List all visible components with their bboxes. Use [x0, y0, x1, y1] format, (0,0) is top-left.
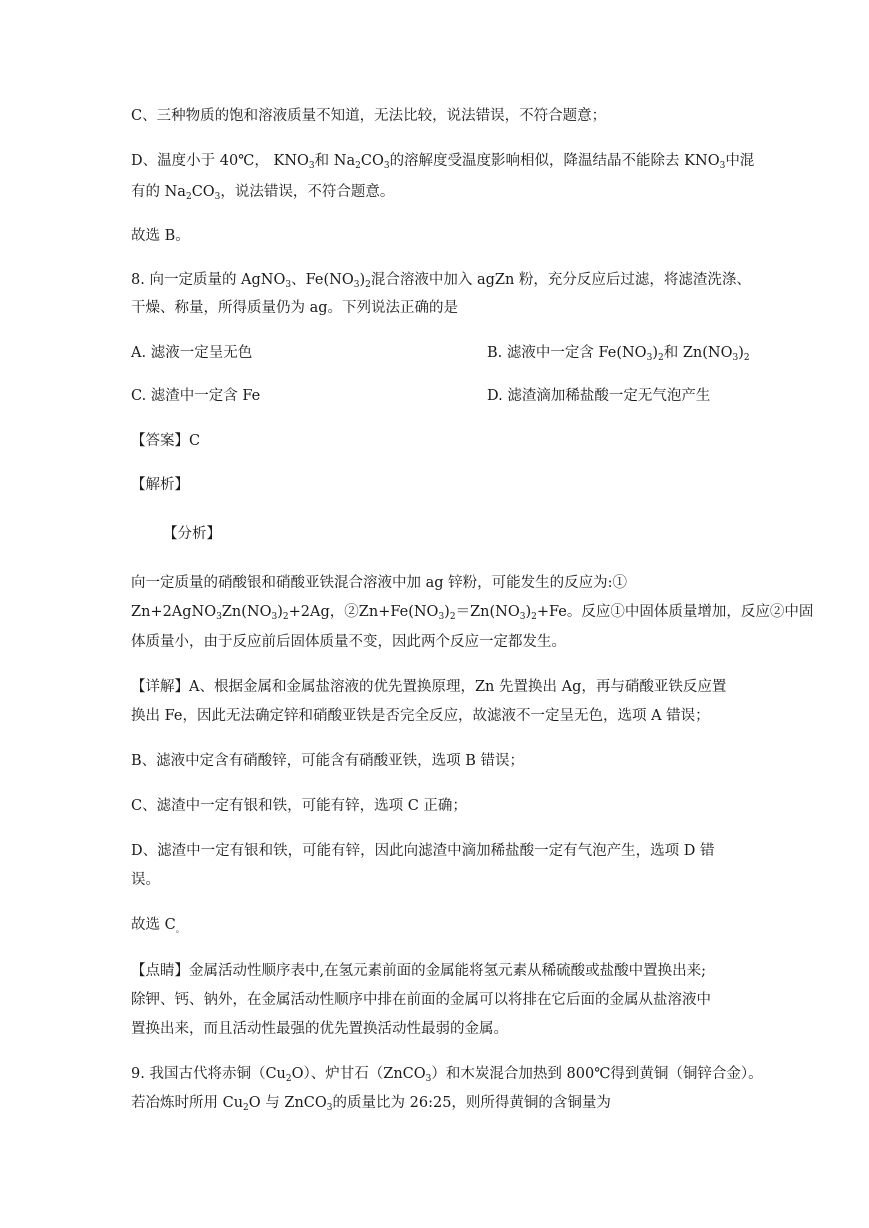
question-9-line2: 若冶炼时所用 $Cu_2O$ 与 ZnCO$_3$的质量比为 26:25，则所得黄铜的含铜量为 — [131, 1095, 611, 1113]
detail-d-line1: D、滤渣中一定有银和铁，可能有锌，因此向滤渣中滴加稀盐酸一定有气泡产生，选项 D 错 — [131, 843, 715, 859]
option-b: B. 滤液中一定含 $Fe(NO_3)_2$和 $Zn(NO_3)_2$ — [487, 345, 750, 363]
option-a: A. 滤液一定呈无色 — [131, 345, 253, 361]
option-d: D. 滤渣滴加稀盐酸一定无气泡产生 — [487, 388, 711, 404]
question-8-line1: 8. 向一定质量的 AgNO$_3$、$Fe(NO_3)_2$混合溶液中加入 agZn 粉，充分反应后过滤，将滤渣洗涤、 — [131, 272, 751, 290]
choose-b: 故选 B。 — [131, 228, 190, 244]
detail-line1: 【详解】A、根据金属和金属盐溶液的优先置换原理，Zn 先置换出 Ag，再与硝酸亚铁反应置 — [131, 679, 727, 695]
analysis-para-line1: 向一定质量的硝酸银和硝酸亚铁混合溶液中加 ag 锌粉，可能发生的反应为:① — [131, 575, 628, 591]
dianjing-line3: 置换出来，而且活动性最强的优先置换活动性最弱的金属。 — [131, 1021, 508, 1037]
detail-b: B、滤液中定含有硝酸锌，可能含有硝酸亚铁，选项 B 错误； — [131, 753, 525, 769]
option-d-explanation-line2: 有的 $Na_2CO_3$，说法错误，不符合题意。 — [131, 184, 395, 202]
answer-label: 【答案】C — [131, 433, 201, 449]
dianjing-line1: 【点睛】金属活动性顺序表中,在氢元素前面的金属能将氢元素从稀硫酸或盐酸中置换出来; — [131, 963, 706, 979]
option-c: C. 滤渣中一定含 Fe — [131, 388, 261, 404]
option-d-explanation-line1: D、温度小于 40℃， $KNO_3$和 $Na_2CO_3$的溶解度受温度影响相似，降温结晶不能除去 $KNO_3$中混 — [131, 153, 755, 171]
detail-c: C、滤渣中一定有银和铁，可能有锌，选项 C 正确； — [131, 798, 467, 814]
detail-line2: 换出 Fe，因此无法确定锌和硝酸亚铁是否完全反应，故滤液不一定呈无色，选项 A 错误； — [131, 708, 710, 724]
analysis-label: 【解析】 — [131, 477, 189, 493]
question-9-line1: 9. 我国古代将赤铜$(Cu_2O)$、炉甘石（ZnCO$_3$）和木炭混合加热到 800℃得到黄铜（铜锌合金）。 — [131, 1066, 763, 1084]
choose-c: 故选 $C_。$ — [131, 917, 185, 935]
option-c-explanation: C、三种物质的饱和溶液质量不知道，无法比较，说法错误，不符合题意； — [131, 108, 607, 124]
dianjing-line2: 除钾、钙、钠外，在金属活动性顺序中排在前面的金属可以将排在它后面的金属从盐溶液中 — [131, 992, 711, 1008]
question-8-line2: 干燥、称量，所得质量仍为 ag。下列说法正确的是 — [131, 300, 459, 316]
analysis-para-line3: 体质量小，由于反应前后固体质量不变，因此两个反应一定都发生。 — [131, 634, 566, 650]
detail-d-line2: 误。 — [131, 872, 160, 888]
analysis-para-line2: $Zn+2AgNO_3Zn(NO_3)_2+2Ag$，$②Zn+Fe(NO_3)_2=Zn(NO_3)_2+Fe$。反应①中固体质量增加，反应②中固 — [131, 604, 814, 622]
fenxi-label: 【分析】 — [163, 526, 221, 542]
